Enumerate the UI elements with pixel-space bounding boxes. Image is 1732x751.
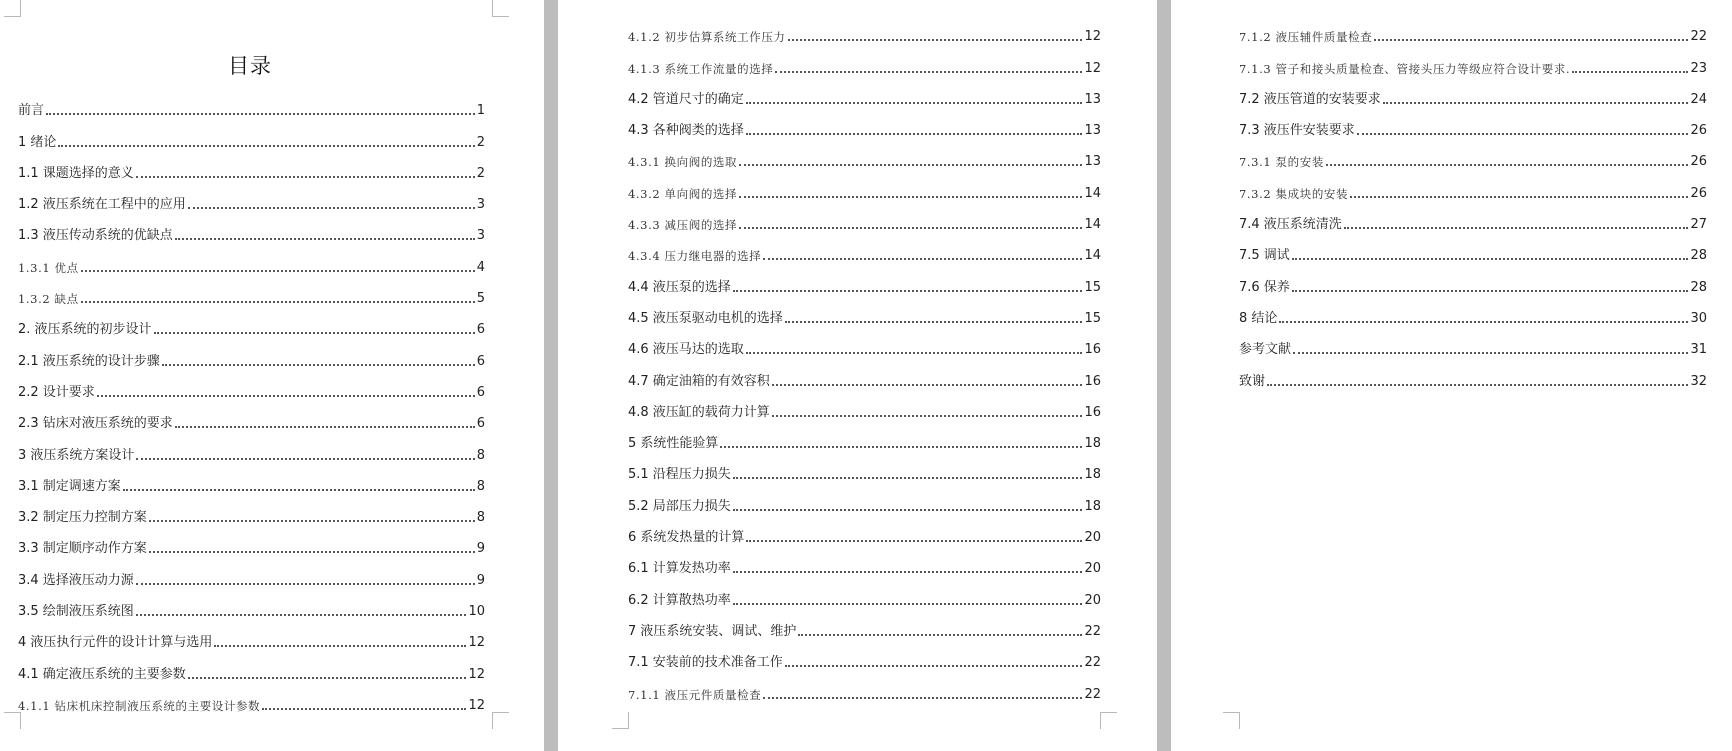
toc-entry[interactable] bbox=[1239, 139, 1707, 170]
toc-dot-leader bbox=[772, 384, 1083, 386]
toc-entry[interactable] bbox=[18, 495, 485, 526]
toc-page-number: 22 bbox=[1084, 655, 1101, 671]
toc-entry-label: 7.1 安装前的技术准备工作 bbox=[628, 655, 783, 671]
toc-dot-leader bbox=[746, 133, 1083, 135]
toc-page-number: 28 bbox=[1690, 248, 1707, 264]
toc-page-number: 8 bbox=[476, 478, 485, 494]
toc-dot-leader bbox=[262, 708, 466, 710]
toc-list bbox=[628, 14, 1101, 703]
toc-entry-label: 4.3.4 压力继电器的选择 bbox=[628, 249, 762, 264]
toc-dot-leader bbox=[739, 164, 1082, 166]
toc-dot-leader bbox=[81, 270, 475, 272]
toc-page-number: 12 bbox=[1084, 60, 1101, 76]
toc-entry-label: 4.6 液压马达的选取 bbox=[628, 342, 744, 358]
toc-entry-label: 7.3.2 集成块的安装 bbox=[1239, 186, 1349, 201]
toc-list bbox=[18, 88, 485, 714]
toc-page-number: 4 bbox=[476, 259, 485, 275]
toc-entry-label: 2.3 钻床对液压系统的要求 bbox=[18, 416, 173, 432]
toc-page-number: 12 bbox=[468, 697, 485, 713]
page-corner-mark bbox=[4, 712, 21, 729]
toc-dot-leader bbox=[1279, 321, 1688, 323]
page-corner-mark bbox=[4, 0, 21, 17]
toc-entry[interactable] bbox=[1239, 358, 1707, 389]
toc-entry-label: 7.1.1 液压元件质量检查 bbox=[628, 687, 762, 702]
toc-page-number: 6 bbox=[476, 384, 485, 400]
toc-dot-leader bbox=[739, 227, 1082, 229]
toc-dot-leader bbox=[162, 364, 475, 366]
toc-entry[interactable] bbox=[628, 421, 1101, 452]
toc-page-number: 23 bbox=[1690, 60, 1707, 76]
toc-entry-label: 1.3 液压传动系统的优缺点 bbox=[18, 228, 173, 244]
toc-page-number: 3 bbox=[476, 228, 485, 244]
toc-entry[interactable] bbox=[18, 338, 485, 369]
toc-entry[interactable] bbox=[628, 77, 1101, 108]
toc-entry-label: 7.2 液压管道的安装要求 bbox=[1239, 91, 1381, 107]
toc-dot-leader bbox=[739, 196, 1082, 198]
toc-entry-label: 5 系统性能验算 bbox=[628, 436, 719, 452]
toc-page-number: 10 bbox=[468, 604, 485, 620]
toc-entry-label: 4.4 液压泵的选择 bbox=[628, 279, 731, 295]
page-corner-mark bbox=[612, 712, 629, 729]
toc-dot-leader bbox=[788, 39, 1083, 41]
toc-dot-leader bbox=[175, 238, 475, 240]
toc-entry[interactable] bbox=[628, 671, 1101, 702]
toc-dot-leader bbox=[1267, 384, 1688, 386]
toc-entry-label: 1.2 液压系统在工程中的应用 bbox=[18, 197, 186, 213]
toc-entry[interactable] bbox=[628, 358, 1101, 389]
toc-page-number: 18 bbox=[1084, 467, 1101, 483]
toc-entry[interactable] bbox=[628, 546, 1101, 577]
toc-page-number: 8 bbox=[476, 447, 485, 463]
toc-dot-leader bbox=[1293, 352, 1688, 354]
toc-entry[interactable] bbox=[1239, 108, 1707, 139]
toc-entry-label: 6.2 计算散热功率 bbox=[628, 592, 731, 608]
toc-dot-leader bbox=[81, 301, 475, 303]
toc-entry-label: 4.3.3 减压阀的选择 bbox=[628, 218, 738, 233]
toc-entry-label: 3.2 制定压力控制方案 bbox=[18, 510, 147, 526]
toc-entry[interactable] bbox=[18, 151, 485, 182]
toc-dot-leader bbox=[136, 583, 475, 585]
toc-dot-leader bbox=[733, 571, 1083, 573]
toc-page-number: 2 bbox=[476, 165, 485, 181]
toc-page-number: 5 bbox=[476, 291, 485, 307]
toc-page-number: 30 bbox=[1690, 310, 1707, 326]
toc-entry-label: 5.2 局部压力损失 bbox=[628, 498, 731, 514]
toc-entry-label: 3.5 绘制液压系统图 bbox=[18, 604, 134, 620]
toc-entry[interactable] bbox=[18, 432, 485, 463]
toc-entry[interactable] bbox=[1239, 327, 1707, 358]
toc-dot-leader bbox=[763, 697, 1082, 699]
toc-dot-leader bbox=[58, 145, 474, 147]
toc-entry[interactable] bbox=[1239, 202, 1707, 233]
toc-page-number: 18 bbox=[1084, 498, 1101, 514]
toc-entry-label: 6.1 计算发热功率 bbox=[628, 561, 731, 577]
toc-entry-label: 8 结论 bbox=[1239, 310, 1278, 326]
toc-dot-leader bbox=[785, 321, 1083, 323]
toc-dot-leader bbox=[1374, 39, 1688, 41]
toc-entry-label: 7.6 保养 bbox=[1239, 279, 1290, 295]
toc-page-number: 9 bbox=[476, 572, 485, 588]
toc-entry[interactable] bbox=[1239, 14, 1707, 45]
page-corner-mark bbox=[1223, 712, 1240, 729]
toc-entry[interactable] bbox=[18, 370, 485, 401]
toc-dot-leader bbox=[97, 395, 475, 397]
page-gap bbox=[1157, 0, 1171, 751]
toc-entry-label: 3.3 制定顺序动作方案 bbox=[18, 541, 147, 557]
toc-entry-label: 2. 液压系统的初步设计 bbox=[18, 322, 152, 338]
toc-dot-leader bbox=[136, 614, 467, 616]
toc-page-number: 20 bbox=[1084, 561, 1101, 577]
toc-page-number: 16 bbox=[1084, 342, 1101, 358]
toc-entry[interactable] bbox=[628, 170, 1101, 201]
toc-dot-leader bbox=[763, 258, 1082, 260]
document-page-1 bbox=[0, 0, 544, 751]
toc-page-number: 3 bbox=[476, 197, 485, 213]
toc-entry[interactable] bbox=[628, 233, 1101, 264]
toc-dot-leader bbox=[1383, 102, 1689, 104]
toc-entry[interactable] bbox=[628, 14, 1101, 45]
toc-entry[interactable] bbox=[628, 390, 1101, 421]
toc-entry-label: 4.7 确定油箱的有效容积 bbox=[628, 373, 770, 389]
toc-entry-label: 7.5 调试 bbox=[1239, 248, 1290, 264]
toc-page-number: 18 bbox=[1084, 436, 1101, 452]
toc-entry-label: 4 液压执行元件的设计计算与选用 bbox=[18, 635, 213, 651]
page-corner-mark bbox=[1100, 712, 1117, 729]
toc-entry-label: 4.1.1 钻床机床控制液压系统的主要设计参数 bbox=[18, 698, 261, 713]
toc-page-number: 32 bbox=[1690, 373, 1707, 389]
toc-entry-label: 4.5 液压泵驱动电机的选择 bbox=[628, 310, 783, 326]
toc-dot-leader bbox=[214, 645, 466, 647]
page-corner-mark bbox=[492, 712, 509, 729]
toc-entry-label: 6 系统发热量的计算 bbox=[628, 530, 745, 546]
toc-page-number: 26 bbox=[1690, 185, 1707, 201]
toc-entry-label: 4.2 管道尺寸的确定 bbox=[628, 91, 744, 107]
toc-entry[interactable] bbox=[18, 557, 485, 588]
toc-dot-leader bbox=[136, 458, 474, 460]
toc-entry-label: 3 液压系统方案设计 bbox=[18, 447, 135, 463]
toc-entry[interactable] bbox=[18, 276, 485, 307]
toc-entry-label: 1.3.1 优点 bbox=[18, 260, 79, 275]
toc-entry[interactable] bbox=[18, 119, 485, 150]
toc-entry[interactable] bbox=[18, 88, 485, 119]
toc-page-number: 26 bbox=[1690, 123, 1707, 139]
toc-page-number: 27 bbox=[1690, 217, 1707, 233]
toc-entry-label: 1 绪论 bbox=[18, 134, 57, 150]
toc-entry-label: 4.1.2 初步估算系统工作压力 bbox=[628, 30, 786, 45]
toc-page-number: 12 bbox=[468, 635, 485, 651]
toc-page-number: 14 bbox=[1084, 248, 1101, 264]
page-corner-mark bbox=[492, 0, 509, 17]
toc-dot-leader bbox=[733, 290, 1083, 292]
toc-title: 目录 bbox=[228, 54, 272, 79]
toc-entry-label: 2.1 液压系统的设计步骤 bbox=[18, 353, 160, 369]
toc-page-number: 24 bbox=[1690, 91, 1707, 107]
document-page-3 bbox=[1171, 0, 1732, 751]
toc-entry[interactable] bbox=[18, 307, 485, 338]
toc-page-number: 1 bbox=[476, 103, 485, 119]
toc-page-number: 26 bbox=[1690, 154, 1707, 170]
toc-list bbox=[1239, 14, 1707, 390]
toc-entry[interactable] bbox=[628, 108, 1101, 139]
toc-entry[interactable] bbox=[18, 213, 485, 244]
toc-page-number: 15 bbox=[1084, 310, 1101, 326]
toc-dot-leader bbox=[136, 176, 475, 178]
toc-dot-leader bbox=[733, 477, 1083, 479]
toc-entry-label: 4.3 各种阀类的选择 bbox=[628, 123, 744, 139]
toc-page-number: 14 bbox=[1084, 185, 1101, 201]
toc-entry-label: 1.3.2 缺点 bbox=[18, 292, 79, 307]
toc-entry[interactable] bbox=[18, 401, 485, 432]
toc-entry-label: 4.1 确定液压系统的主要参数 bbox=[18, 666, 186, 682]
toc-page-number: 8 bbox=[476, 510, 485, 526]
toc-entry-label: 3.4 选择液压动力源 bbox=[18, 572, 134, 588]
toc-page-number: 6 bbox=[476, 322, 485, 338]
toc-entry[interactable] bbox=[1239, 264, 1707, 295]
toc-entry[interactable] bbox=[18, 244, 485, 275]
toc-entry[interactable] bbox=[18, 526, 485, 557]
toc-dot-leader bbox=[746, 102, 1083, 104]
toc-page-number: 2 bbox=[476, 134, 485, 150]
toc-dot-leader bbox=[1326, 164, 1689, 166]
toc-dot-leader bbox=[772, 415, 1083, 417]
toc-entry[interactable] bbox=[628, 515, 1101, 546]
toc-dot-leader bbox=[175, 426, 475, 428]
toc-entry-label: 参考文献 bbox=[1239, 342, 1292, 358]
toc-dot-leader bbox=[1292, 258, 1689, 260]
toc-dot-leader bbox=[775, 71, 1082, 73]
toc-entry[interactable] bbox=[628, 452, 1101, 483]
toc-dot-leader bbox=[1344, 227, 1689, 229]
toc-dot-leader bbox=[785, 665, 1083, 667]
toc-dot-leader bbox=[798, 634, 1082, 636]
toc-entry-label: 7.1.3 管子和接头质量检查、管接头压力等级应符合设计要求. bbox=[1239, 61, 1571, 76]
toc-entry[interactable] bbox=[18, 464, 485, 495]
toc-page-number: 20 bbox=[1084, 530, 1101, 546]
toc-entry-label: 4.1.3 系统工作流量的选择 bbox=[628, 61, 774, 76]
toc-entry-label: 2.2 设计要求 bbox=[18, 384, 95, 400]
toc-dot-leader bbox=[123, 489, 475, 491]
toc-dot-leader bbox=[733, 509, 1083, 511]
toc-entry-label: 7.3.1 泵的安装 bbox=[1239, 155, 1324, 170]
toc-page-number: 20 bbox=[1084, 592, 1101, 608]
toc-entry-label: 5.1 沿程压力损失 bbox=[628, 467, 731, 483]
toc-dot-leader bbox=[188, 677, 467, 679]
toc-entry-label: 7.1.2 液压辅件质量检查 bbox=[1239, 30, 1373, 45]
toc-dot-leader bbox=[1357, 133, 1689, 135]
toc-page-number: 6 bbox=[476, 353, 485, 369]
toc-dot-leader bbox=[1350, 196, 1688, 198]
toc-entry[interactable] bbox=[628, 264, 1101, 295]
toc-entry[interactable] bbox=[1239, 45, 1707, 76]
toc-dot-leader bbox=[149, 551, 475, 553]
toc-dot-leader bbox=[46, 113, 475, 115]
toc-entry[interactable] bbox=[1239, 296, 1707, 327]
toc-page-number: 9 bbox=[476, 541, 485, 557]
toc-entry[interactable] bbox=[1239, 170, 1707, 201]
toc-entry[interactable] bbox=[1239, 233, 1707, 264]
toc-entry-label: 致谢 bbox=[1239, 373, 1266, 389]
toc-page-number: 14 bbox=[1084, 217, 1101, 233]
toc-dot-leader bbox=[746, 540, 1082, 542]
toc-page-number: 15 bbox=[1084, 279, 1101, 295]
toc-page-number: 6 bbox=[476, 416, 485, 432]
toc-entry[interactable] bbox=[628, 45, 1101, 76]
toc-entry[interactable] bbox=[18, 589, 485, 620]
toc-dot-leader bbox=[149, 520, 475, 522]
toc-page-number: 16 bbox=[1084, 373, 1101, 389]
toc-entry-label: 7 液压系统安装、调试、维护 bbox=[628, 623, 797, 639]
toc-entry[interactable] bbox=[18, 620, 485, 651]
toc-entry[interactable] bbox=[628, 483, 1101, 514]
toc-page-number: 28 bbox=[1690, 279, 1707, 295]
toc-entry[interactable] bbox=[18, 182, 485, 213]
toc-page-number: 22 bbox=[1690, 29, 1707, 45]
toc-dot-leader bbox=[720, 446, 1082, 448]
toc-dot-leader bbox=[1292, 290, 1689, 292]
toc-dot-leader bbox=[154, 332, 475, 334]
toc-entry-label: 7.4 液压系统清洗 bbox=[1239, 217, 1342, 233]
toc-page-number: 13 bbox=[1084, 154, 1101, 170]
document-page-2 bbox=[558, 0, 1157, 751]
toc-page-number: 12 bbox=[468, 666, 485, 682]
toc-entry-label: 7.3 液压件安装要求 bbox=[1239, 123, 1355, 139]
toc-entry-label: 前言 bbox=[18, 103, 45, 119]
toc-entry-label: 4.3.1 换向阀的选取 bbox=[628, 155, 738, 170]
toc-page-number: 22 bbox=[1084, 686, 1101, 702]
toc-page-number: 12 bbox=[1084, 29, 1101, 45]
toc-dot-leader bbox=[1572, 71, 1688, 73]
toc-entry[interactable] bbox=[18, 651, 485, 682]
toc-dot-leader bbox=[733, 603, 1083, 605]
toc-entry-label: 4.3.2 单向阀的选择 bbox=[628, 186, 738, 201]
toc-page-number: 13 bbox=[1084, 123, 1101, 139]
toc-page-number: 22 bbox=[1084, 623, 1101, 639]
toc-entry[interactable] bbox=[628, 202, 1101, 233]
toc-entry[interactable] bbox=[18, 683, 485, 714]
toc-entry-label: 1.1 课题选择的意义 bbox=[18, 165, 134, 181]
toc-dot-leader bbox=[746, 352, 1083, 354]
toc-entry[interactable] bbox=[1239, 77, 1707, 108]
toc-entry[interactable] bbox=[628, 640, 1101, 671]
toc-page-number: 31 bbox=[1690, 342, 1707, 358]
toc-entry[interactable] bbox=[628, 296, 1101, 327]
toc-page-number: 16 bbox=[1084, 404, 1101, 420]
toc-entry-label: 4.8 液压缸的载荷力计算 bbox=[628, 404, 770, 420]
toc-dot-leader bbox=[188, 207, 475, 209]
toc-entry[interactable] bbox=[628, 139, 1101, 170]
toc-page-number: 13 bbox=[1084, 91, 1101, 107]
toc-entry[interactable] bbox=[628, 609, 1101, 640]
toc-entry[interactable] bbox=[628, 327, 1101, 358]
page-gap bbox=[544, 0, 558, 751]
toc-entry[interactable] bbox=[628, 577, 1101, 608]
toc-entry-label: 3.1 制定调速方案 bbox=[18, 478, 121, 494]
